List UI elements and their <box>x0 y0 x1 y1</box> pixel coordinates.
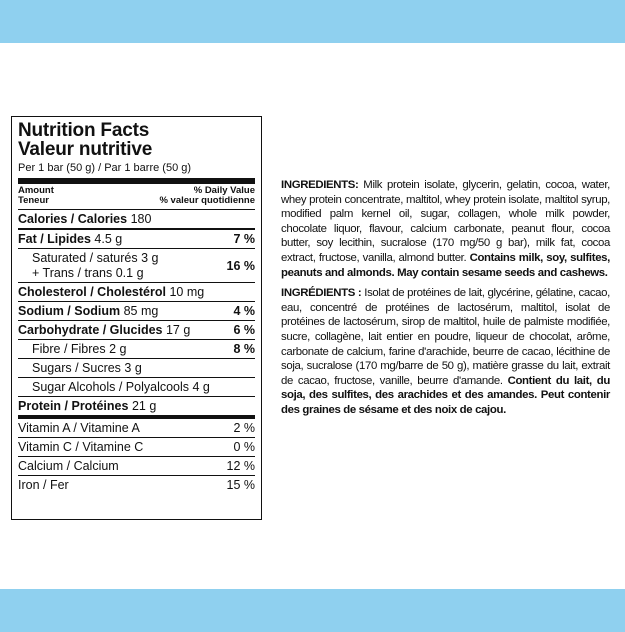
bottom-color-band <box>0 589 625 632</box>
vitamin-a-label: Vitamin A / Vitamine A <box>18 421 140 435</box>
cholesterol-label: Cholesterol / Cholestérol <box>18 285 166 299</box>
protein-label: Protein / Protéines <box>18 399 129 413</box>
top-color-band <box>0 0 625 43</box>
calcium-percent: 12 % <box>226 459 255 473</box>
ingredients-fr <box>281 286 610 417</box>
vitamin-c-row <box>18 438 255 457</box>
vitamin-a-row <box>18 419 255 438</box>
sodium-row <box>18 302 255 321</box>
title-fr: Valeur nutritive <box>18 139 153 160</box>
serving-size: Per 1 bar (50 g) / Par 1 barre (50 g) <box>18 161 255 184</box>
dv-en: % Daily Value <box>193 185 255 196</box>
fat-label: Fat / Lipides <box>18 232 91 246</box>
fibre-row <box>18 340 255 359</box>
sugars-row <box>18 359 255 378</box>
vitamin-c-label: Vitamin C / Vitamine C <box>18 440 144 454</box>
fat-row <box>18 230 255 249</box>
cholesterol-row <box>18 283 255 302</box>
fat-amount: 4.5 g <box>94 232 123 246</box>
ingredients-en-allergen: Contains milk, soy, sulfites, peanuts and almonds. May contain sesame seeds and cashews. <box>281 251 610 279</box>
ingredients-fr-text: Isolat de protéines de lait, glycérine, gélatine, cacao, eau, concentré de protéines de lactosérum, maltitol, isolat de protéines de lactosérum, sirop de maltitol, huile de palmiste modifiée, sucre, collagène, lait entier en poudre, liqueur de chocolat, arôme, carbonate de calcium, farine d'arachide, beurre de cacao, lécithine de soja, sucralose (170 mg/barre de 50 g), matière grasse du lait, extrait de cacao, fructose, vanille, beurre d'amande. <box>281 287 610 387</box>
carbohydrate-amount: 17 g <box>165 323 191 337</box>
ingredients-en-heading: INGREDIENTS: <box>281 179 359 191</box>
nutrition-facts-table <box>11 116 262 520</box>
column-header <box>18 184 255 210</box>
sugars-label: Sugars / Sucres 3 g <box>32 361 142 375</box>
vitamin-a-percent: 2 % <box>233 421 255 435</box>
carbohydrate-row <box>18 321 255 340</box>
carbohydrate-percent: 6 % <box>233 323 255 337</box>
ingredients-en-text: Milk protein isolate, glycerin, gelatin, cocoa, water, whey protein concentrate, maltitol, whey protein isolate, maltitol syrup, modified palm kernel oil, sugar, collagen, whole milk powder, chocolate liquor, flavour, calcium carbonate, peanut flour, cocoa butter, soy lecithin, sucralose (170 mg/50 g bar), milk fat, cocoa extract, fructose, vanilla, almond butter. <box>281 179 610 264</box>
ingredients-fr-heading: INGRÉDIENTS : <box>281 287 362 300</box>
sodium-amount: 85 mg <box>123 304 159 318</box>
dv-fr: % valeur quotidienne <box>159 195 255 206</box>
calories-value: 180 <box>130 212 152 226</box>
protein-amount: 21 g <box>131 399 157 413</box>
carbohydrate-label: Carbohydrate / Glucides <box>18 323 163 337</box>
cholesterol-amount: 10 mg <box>169 285 205 299</box>
fat-percent: 7 % <box>233 232 255 246</box>
title-en: Nutrition Facts <box>18 120 150 141</box>
fibre-label: Fibre / Fibres 2 g <box>32 342 127 356</box>
sugar-alcohols-row <box>18 378 255 397</box>
trans-label: + Trans / trans 0.1 g <box>32 266 144 280</box>
amount-fr: Teneur <box>18 195 49 206</box>
saturated-label: Saturated / saturés 3 g <box>32 251 159 265</box>
fibre-percent: 8 % <box>233 342 255 356</box>
ingredients-en <box>281 178 610 280</box>
ingredients-block <box>281 178 610 424</box>
iron-percent: 15 % <box>226 478 255 492</box>
amount-en: Amount <box>18 185 54 196</box>
sodium-label: Sodium / Sodium <box>18 304 121 318</box>
iron-row <box>18 476 255 494</box>
protein-row <box>18 397 255 419</box>
saturated-percent: 16 % <box>226 258 255 273</box>
calories-label: Calories / Calories <box>18 212 128 226</box>
calcium-label: Calcium / Calcium <box>18 459 119 473</box>
sodium-percent: 4 % <box>233 304 255 318</box>
saturated-trans-row <box>18 249 255 283</box>
calcium-row <box>18 457 255 476</box>
iron-label: Iron / Fer <box>18 478 69 492</box>
ingredients-fr-allergen: Contient du lait, du soja, des sulfites, des arachides et des amandes. Peut contenir des graines de sésame et des noix de cajou. <box>281 374 610 416</box>
vitamin-c-percent: 0 % <box>233 440 255 454</box>
sugar-alcohols-label: Sugar Alcohols / Polyalcools 4 g <box>32 380 210 394</box>
calories-row <box>18 210 255 230</box>
